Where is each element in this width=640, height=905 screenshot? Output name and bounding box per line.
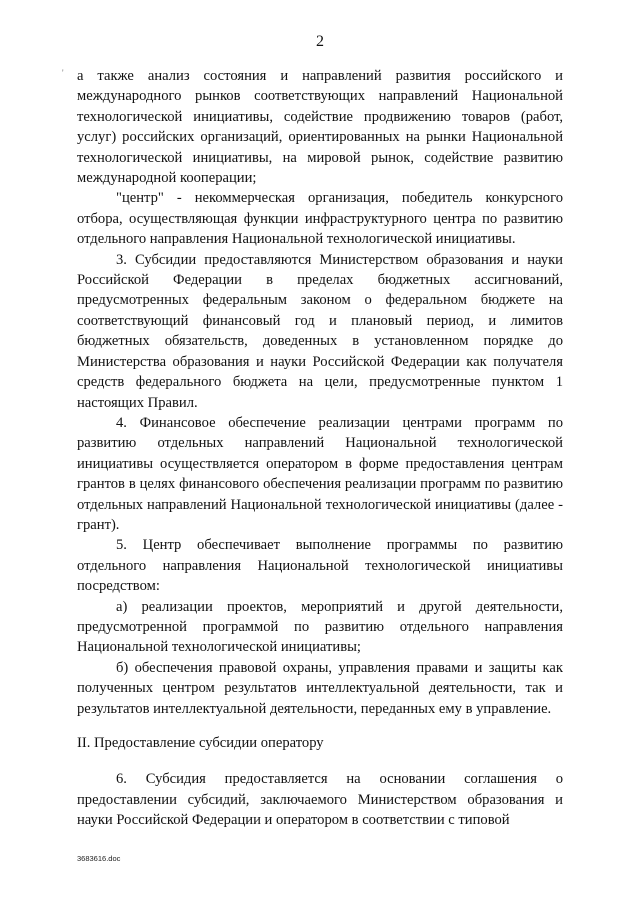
paragraph-center-definition: "центр" - некоммерческая организация, победитель конкурсного отбора, осуществляющая функции инфраструктурного центра по развитию отдельного направления Национальной технологической инициативы. bbox=[77, 190, 563, 248]
paragraph-3: 3. Субсидии предоставляются Министерством образования и науки Российской Федерации в пределах бюджетных ассигнований, предусмотренных федеральным законом о федеральном бюджете на соответствующий финансовый год и плановый период, и лимитов бюджетных обязательств, доведенных в установленном порядке до Министерства образования и науки Российской Федерации как получателя средств федерального бюджета на цели, предусмотренные пунктом 1 настоящих Правил. bbox=[77, 251, 563, 411]
paragraph-4: 4. Финансовое обеспечение реализации центрами программ по развитию отдельных направлений Национальной технологической инициативы осуществляется оператором в форме предоставления центрам грантов в целях финансового обеспечения реализации программ по развитию отдельных направлений Национальной технологической инициативы (далее - грант). bbox=[77, 414, 563, 533]
margin-mark: ' bbox=[62, 68, 64, 78]
paragraph-continuation: а также анализ состояния и направлений развития российского и международного рынков соответствующих направлений Национальной технологической инициативы, содействие продвижению товаров (работ, услуг) российских организаций, ориентированных на рынки Национальной технологической инициативы, на мировой рынок, содействие развитию международной кооперации; bbox=[77, 68, 563, 187]
paragraph-5: 5. Центр обеспечивает выполнение программы по развитию отдельного направления Национальной технологической инициативы посредством: bbox=[77, 537, 563, 595]
section-heading: II. Предоставление субсидии оператору bbox=[77, 735, 324, 751]
document-body bbox=[77, 66, 563, 831]
paragraph-5a: а) реализации проектов, мероприятий и другой деятельности, предусмотренной программой по развитию отдельного направления Национальной технологической инициативы; bbox=[77, 598, 563, 656]
paragraph-5b: б) обеспечения правовой охраны, управления правами и защиты как полученных центром результатов интеллектуальной деятельности, так и результатов интеллектуальной деятельности, переданных ему в управление. bbox=[77, 659, 563, 717]
paragraph-6: 6. Субсидия предоставляется на основании соглашения о предоставлении субсидий, заключаемого Министерством образования и науки Российской Федерации и оператором в соответствии с типовой bbox=[77, 771, 563, 829]
page-number: 2 bbox=[316, 33, 324, 50]
footer-file-code: 3683616.doc bbox=[77, 854, 121, 863]
